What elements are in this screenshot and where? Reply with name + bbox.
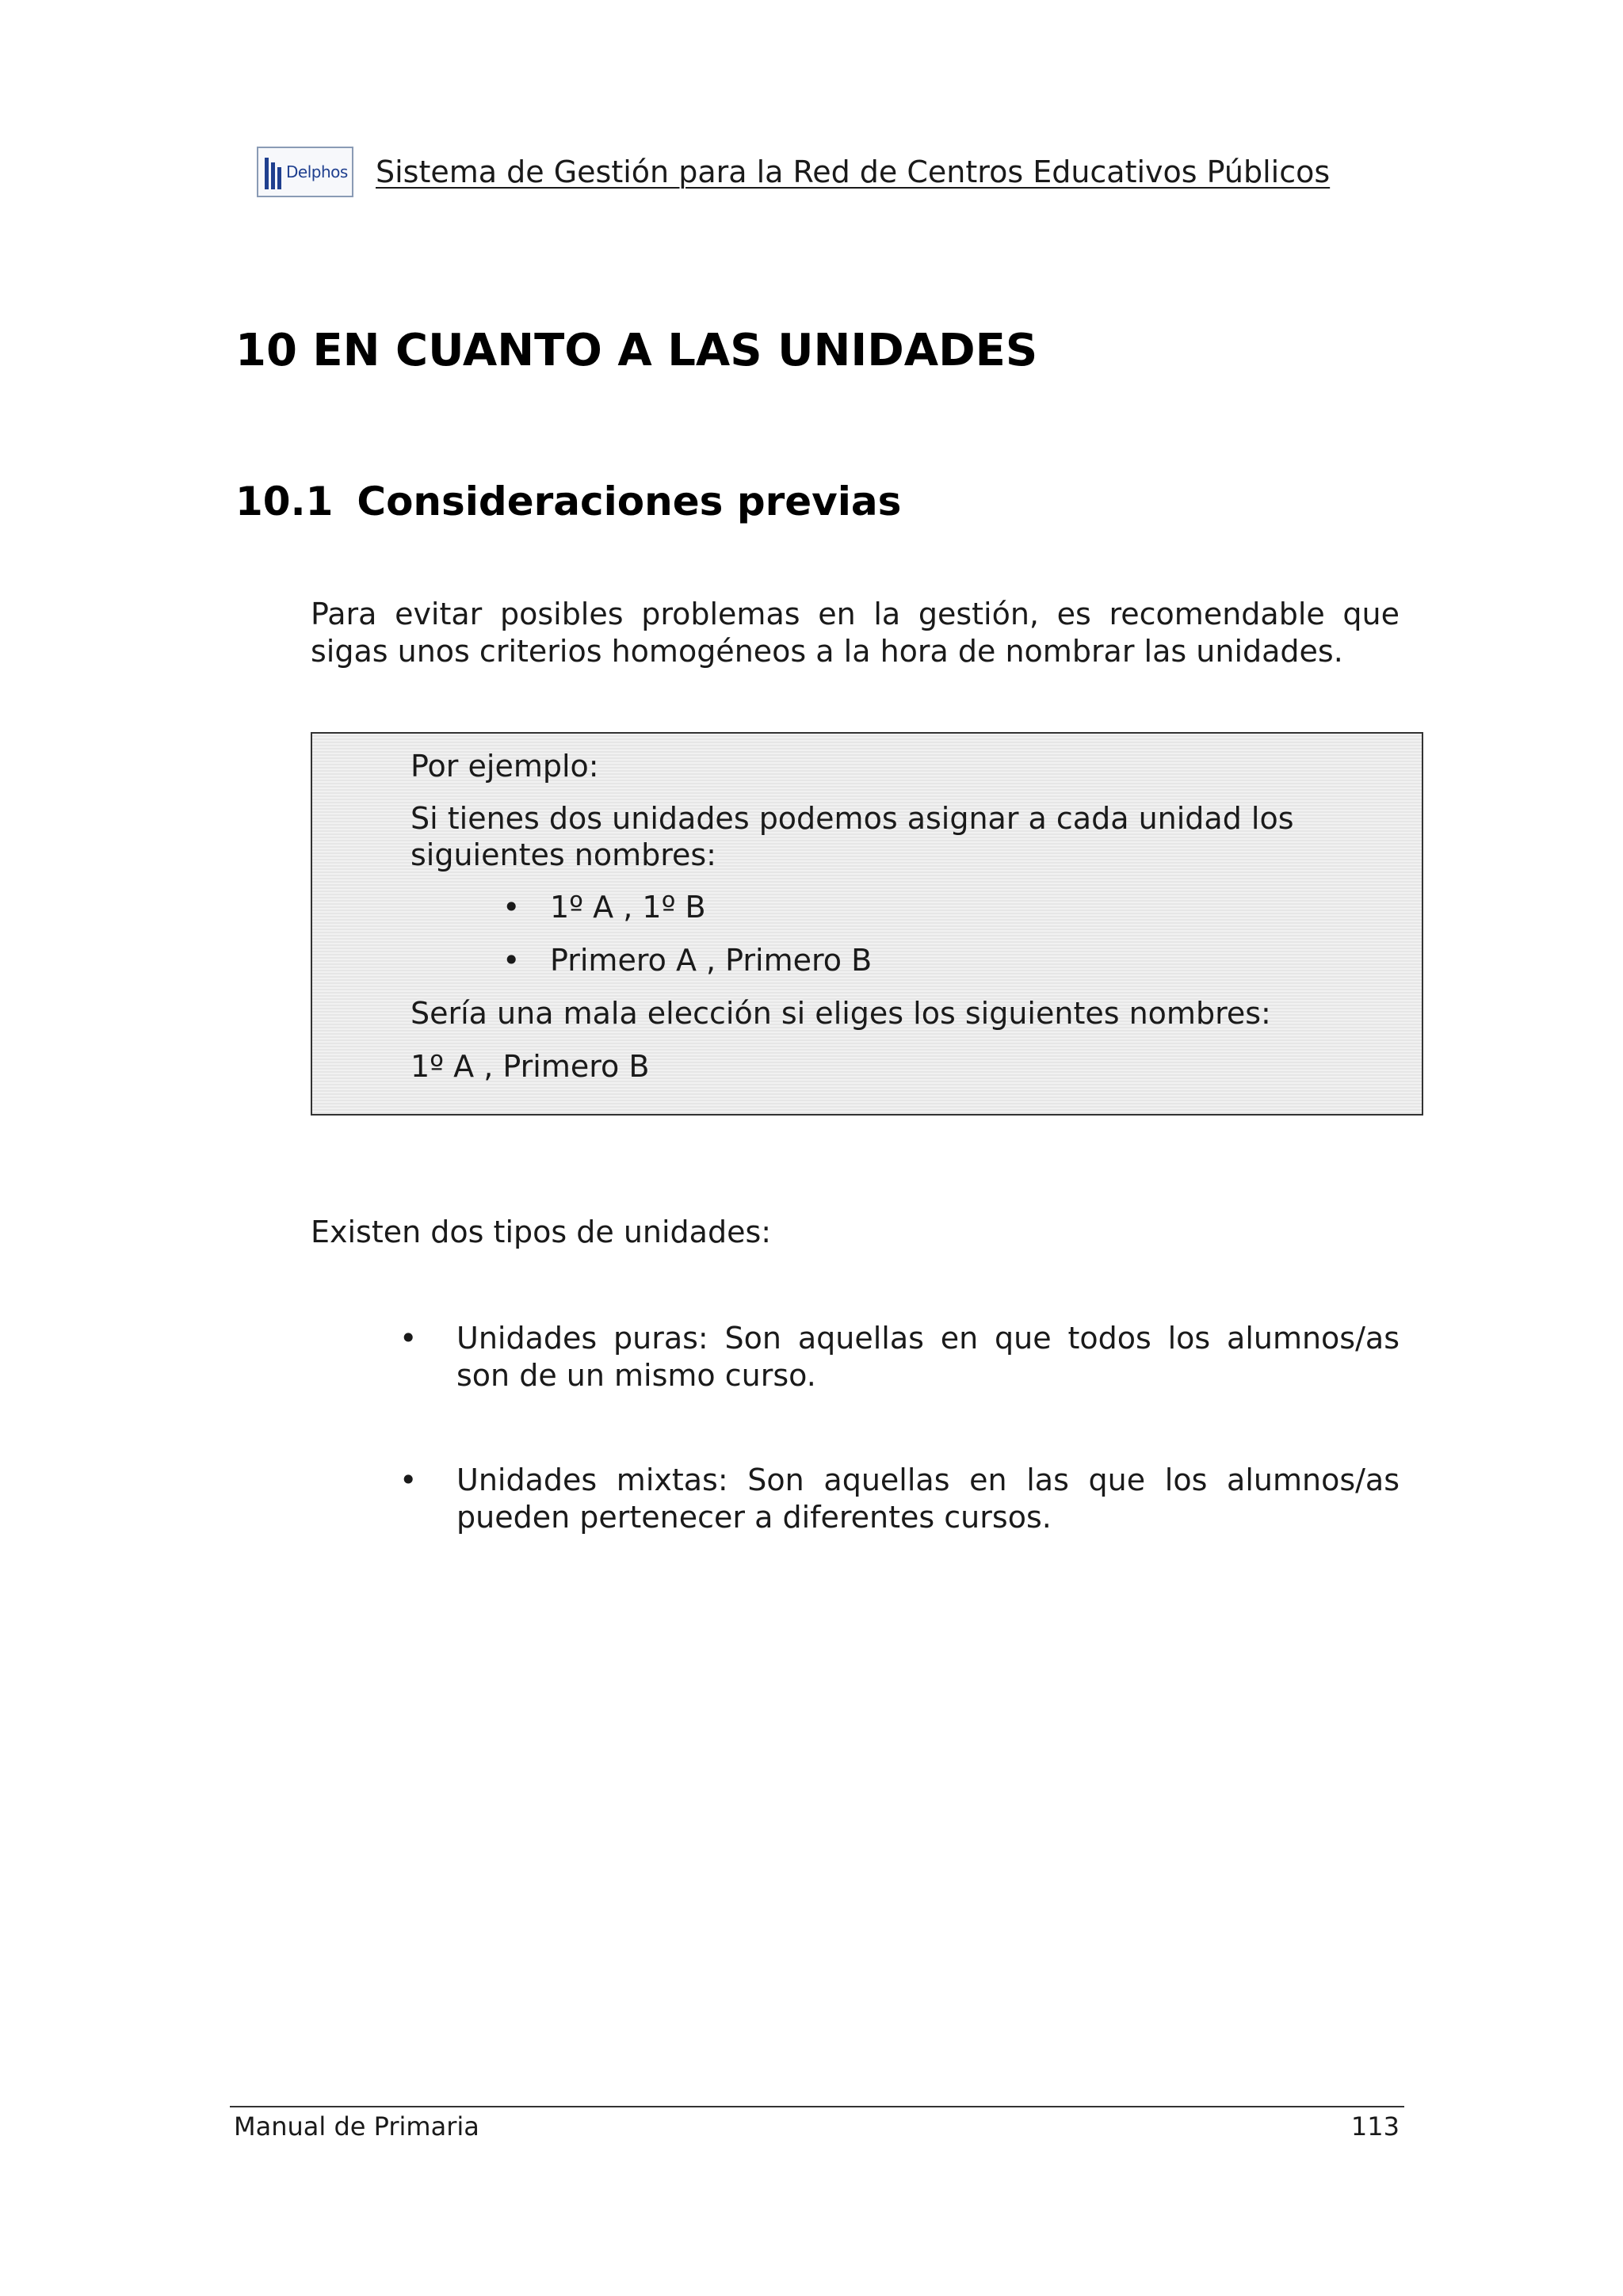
header-title: Sistema de Gestión para la Red de Centros Educativos Públicos bbox=[376, 154, 1331, 189]
example-bullet-text: Primero A , Primero B bbox=[550, 943, 873, 978]
type-pure-text: Unidades puras: Son aquellas en que todos los alumnos/as son de un mismo curso. bbox=[456, 1321, 1400, 1393]
footer-manual-title: Manual de Primaria bbox=[234, 2111, 479, 2142]
pillars-icon bbox=[265, 154, 284, 189]
example-bullet bbox=[502, 942, 872, 979]
example-bullet bbox=[502, 889, 706, 926]
bullet-icon: • bbox=[502, 943, 521, 978]
page-number: 113 bbox=[1350, 2111, 1400, 2142]
subsection-title: Consideraciones previas bbox=[357, 479, 902, 524]
bad-choice-example: 1º A , Primero B bbox=[411, 1049, 650, 1084]
list-item bbox=[399, 1320, 1400, 1394]
section-title: 10 EN CUANTO A LAS UNIDADES bbox=[235, 325, 1038, 376]
subsection-number: 10.1 bbox=[235, 479, 334, 524]
footer-divider bbox=[230, 2106, 1404, 2107]
type-mixed-text: Unidades mixtas: Son aquellas en las que los alumnos/as pueden pertenecer a diferentes cursos. bbox=[456, 1463, 1400, 1535]
example-line-1: Si tienes dos unidades podemos asignar a cada unidad los bbox=[411, 801, 1294, 836]
example-heading: Por ejemplo: bbox=[411, 749, 599, 784]
intro-paragraph: Para evitar posibles problemas en la gestión, es recomendable que sigas unos criterios homogéneos a la hora de nombrar las unidades. bbox=[311, 597, 1400, 669]
bad-choice-text: Sería una mala elección si eliges los siguientes nombres: bbox=[411, 996, 1271, 1031]
bullet-icon: • bbox=[399, 1463, 418, 1497]
example-line-2: siguientes nombres: bbox=[411, 837, 716, 872]
example-bullet-text: 1º A , 1º B bbox=[550, 890, 706, 925]
types-intro: Existen dos tipos de unidades: bbox=[311, 1215, 772, 1249]
delphos-logo bbox=[257, 147, 353, 197]
page-header bbox=[257, 144, 1330, 200]
bullet-icon: • bbox=[502, 890, 521, 925]
list-item bbox=[399, 1462, 1400, 1536]
subsection-heading bbox=[235, 479, 901, 524]
logo-text: Delphos bbox=[286, 162, 348, 181]
bullet-icon: • bbox=[399, 1321, 418, 1356]
example-box bbox=[311, 732, 1423, 1116]
